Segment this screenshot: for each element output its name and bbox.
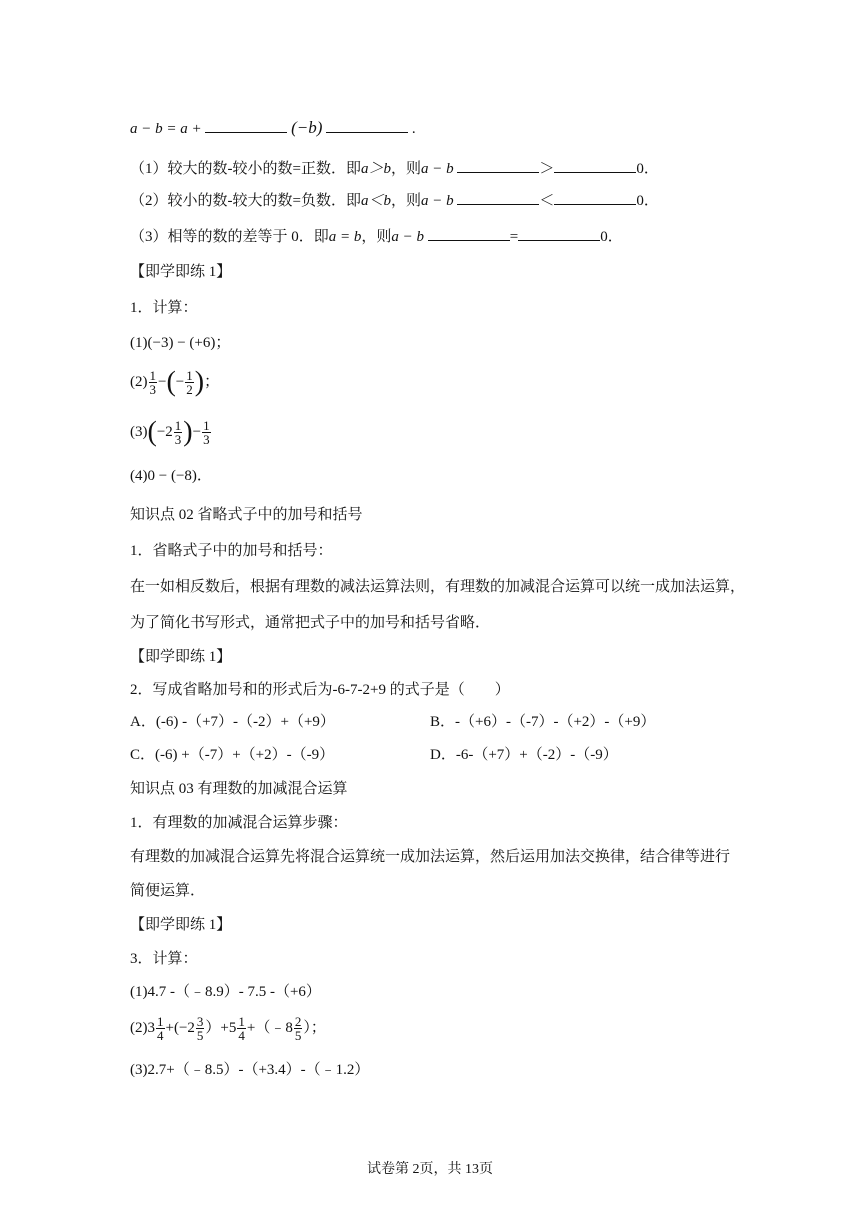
rule-text: （3）相等的数的差等于 0．即 <box>130 229 329 245</box>
practice-label: 【即学即练 1】 <box>130 264 232 280</box>
segment: +（﹣8 <box>246 1020 293 1036</box>
operator: − <box>192 424 202 440</box>
question-1-item-3: (3)(−2 $\frac{1}{3}$ )− $\frac{1}{3}$ <box>130 416 210 448</box>
fraction: $\frac{1}{3}$ <box>149 368 156 398</box>
practice-label: 【即学即练 1】 <box>130 917 232 933</box>
kp03-paragraph-2: 简便运算． <box>130 883 206 899</box>
item-number: (4) <box>130 468 148 484</box>
rule-then: ，则 <box>390 161 421 177</box>
rule-3 <box>130 226 623 247</box>
question-3-item-3: (3)2.7+（﹣8.5）-（+3.4）-（﹣1.2） <box>130 1062 370 1078</box>
kp03-subtitle: 1．有理数的加减混合运算步骤： <box>130 815 348 831</box>
segment: +(−2 <box>165 1020 195 1036</box>
option-a[interactable]: A．(-6) -（+7）-（-2）+（+9） <box>130 714 335 730</box>
option-c[interactable]: C．(-6) +（-7）+（+2）-（-9） <box>130 747 335 763</box>
kp02-title: 知识点 02 省略式子中的加号和括号 <box>130 507 363 523</box>
practice-label: 【即学即练 1】 <box>130 649 232 665</box>
fraction: $\frac{1}{3}$ <box>174 418 182 448</box>
formula-mid: (−b) <box>291 118 323 137</box>
sign: − <box>175 374 185 390</box>
formula-lhs: a − b = a + <box>130 121 202 137</box>
rule-condition: a＜b <box>360 193 391 209</box>
segment: ）+5 <box>205 1020 237 1036</box>
rule-text: （1）较大的数-较小的数=正数．即 <box>130 161 361 177</box>
rule-sign: ＞ <box>539 161 555 177</box>
option-d[interactable]: D．-6-（+7）+（-2）-（-9） <box>430 747 618 763</box>
question-3-item-1: (1)4.7 -（﹣8.9）- 7.5 -（+6） <box>130 984 321 1000</box>
rule-then: ，则 <box>361 229 392 245</box>
rule-sign: = <box>509 229 519 245</box>
fraction: $\frac{1}{3}$ <box>203 418 210 448</box>
answer-blank[interactable] <box>428 226 510 241</box>
item-expression: 0 − (−8)． <box>147 468 212 484</box>
answer-blank[interactable] <box>554 190 636 205</box>
kp02-paragraph-2: 为了简化书写形式，通常把式子中的加号和括号省略． <box>130 615 491 631</box>
fraction: $\frac{1}{4}$ <box>157 1014 164 1044</box>
fraction: $\frac{1}{2}$ <box>186 368 193 398</box>
rule-condition: a＞b <box>360 161 391 177</box>
rule-then: ，则 <box>390 193 421 209</box>
rule-sign: ＜ <box>539 193 555 209</box>
answer-blank[interactable] <box>205 118 287 133</box>
question-3-title: 3．计算： <box>130 951 198 967</box>
question-1-title: 1．计算： <box>130 300 198 316</box>
item-number: (3) <box>130 424 148 440</box>
subtraction-formula <box>130 118 416 139</box>
kp02-paragraph-1: 在一如相反数后，根据有理数的减法运算法则，有理数的加减混合运算可以统一成加法运算， <box>130 579 746 595</box>
answer-blank[interactable] <box>554 158 636 173</box>
kp02-subtitle: 1．省略式子中的加号和括号： <box>130 543 333 559</box>
question-2-title: 2．写成省略加号和的形式后为-6-7-2+9 的式子是（ ） <box>130 682 510 698</box>
rule-1 <box>130 158 659 179</box>
question-1-item-1 <box>130 333 230 353</box>
page-footer: 试卷第 2页，共 13页 <box>367 1162 493 1177</box>
whole-part: −2 <box>156 424 173 440</box>
answer-blank[interactable] <box>457 158 539 173</box>
item-expression: (−3) − (+6)； <box>147 335 231 351</box>
option-b[interactable]: B．-（+6）-（-7）-（+2）-（+9） <box>430 714 656 730</box>
fraction: $\frac{1}{4}$ <box>238 1014 245 1044</box>
segment: ）； <box>303 1020 326 1036</box>
rule-text: （2）较小的数-较大的数=负数．即 <box>130 193 361 209</box>
item-number: (1) <box>130 335 148 351</box>
question-3-item-2 <box>130 1010 326 1046</box>
kp03-paragraph-1: 有理数的加减混合运算先将混合运算统一成加法运算，然后运用加法交换律，结合律等进行 <box>130 849 731 865</box>
answer-blank[interactable] <box>326 118 408 133</box>
rule-expr: a − b <box>421 193 454 209</box>
rule-condition: a = b <box>328 229 362 245</box>
answer-blank[interactable] <box>518 226 600 241</box>
item-end: ； <box>204 374 220 390</box>
rule-end: 0． <box>636 193 659 209</box>
question-1-item-2: (2) $\frac{1}{3}$ −(− $\frac{1}{2}$ )； <box>130 366 220 398</box>
fraction: $\frac{3}{5}$ <box>196 1014 204 1044</box>
rule-expr: a − b <box>391 229 425 245</box>
rule-expr: a − b <box>421 161 454 177</box>
question-1-item-4 <box>130 466 212 486</box>
answer-blank[interactable] <box>457 190 539 205</box>
fraction: $\frac{2}{5}$ <box>294 1014 302 1044</box>
kp03-title: 知识点 03 有理数的加减混合运算 <box>130 781 348 797</box>
item-number: (2) <box>130 374 148 390</box>
rule-2 <box>130 190 659 211</box>
operator: − <box>158 374 167 390</box>
formula-end: . <box>411 121 416 137</box>
item-number: (2)3 <box>130 1020 155 1036</box>
rule-end: 0． <box>600 229 623 245</box>
rule-end: 0． <box>636 161 659 177</box>
